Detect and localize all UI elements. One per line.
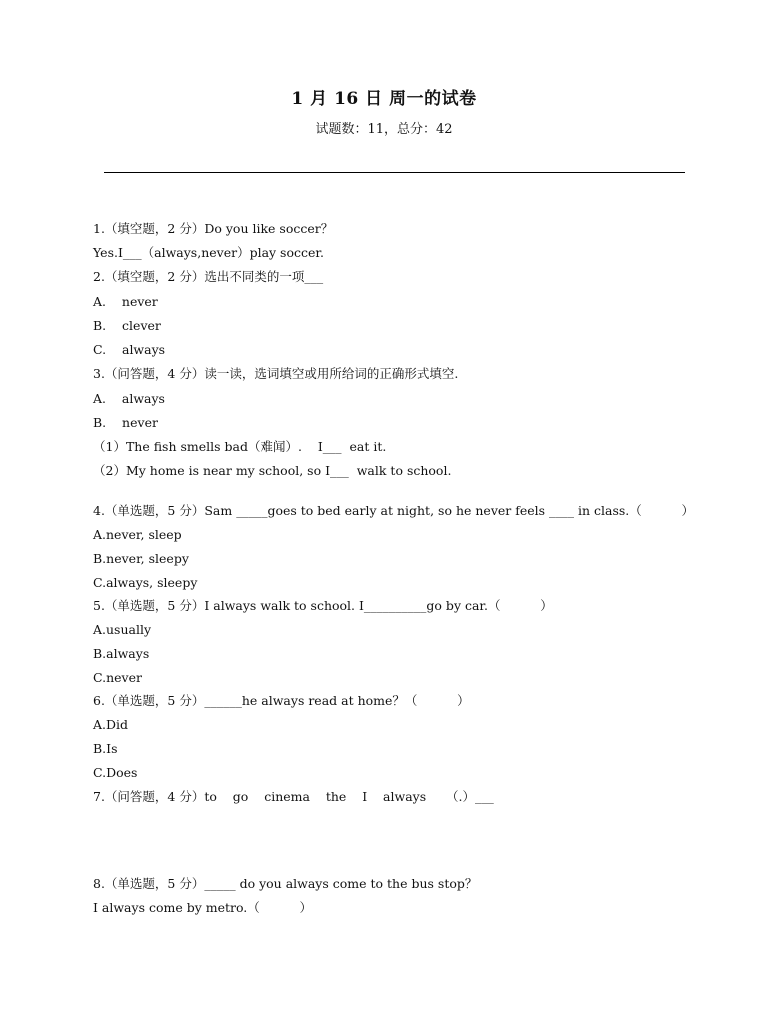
question-6-option-b: B.Is (93, 741, 118, 756)
question-1-answer-line: Yes.I___（always,never）play soccer. (93, 245, 324, 260)
question-4-stem: 4.（单选题，5 分）Sam _____goes to bed early at night, so he never feels ____ in class.（ ） (93, 503, 695, 518)
question-8-stem: 8.（单选题，5 分）_____ do you always come to the bus stop？ (93, 876, 478, 891)
question-2-stem: 2.（填空题，2 分）选出不同类的一项___ (93, 269, 324, 284)
question-4-option-b: B.never, sleepy (93, 551, 189, 566)
question-6-option-c: C.Does (93, 765, 138, 780)
page-subtitle: 试题数：11，总分：42 (315, 122, 453, 137)
question-4-option-c: C.always, sleepy (93, 575, 198, 590)
question-8-answer-line: I always come by metro.（ ） (93, 900, 313, 915)
question-3-sub-2: （2）My home is near my school, so I___ walk to school. (93, 463, 452, 478)
question-6-stem: 6.（单选题，5 分）______he always read at home？（ ） (93, 693, 470, 708)
header-divider (104, 172, 685, 173)
question-3-stem: 3.（问答题，4 分）读一读，选词填空或用所给词的正确形式填空. (93, 366, 459, 381)
question-4-option-a: A.never, sleep (93, 527, 182, 542)
question-3-option-a: A. always (93, 391, 165, 406)
page-title: 1 月 16 日 周一的试卷 (291, 89, 477, 109)
question-5-option-c: C.never (93, 670, 142, 685)
question-7-stem: 7.（问答题，4 分）to go cinema the I always （.）___ (93, 789, 494, 804)
question-2-option-a: A. never (93, 294, 158, 309)
question-3-sub-1: （1）The fish smells bad（难闻）. I___ eat it. (93, 439, 387, 454)
question-5-option-b: B.always (93, 646, 150, 661)
question-1-stem: 1.（填空题，2 分）Do you like soccer？ (93, 221, 334, 236)
question-3-option-b: B. never (93, 415, 158, 430)
question-2-option-b: B. clever (93, 318, 161, 333)
question-6-option-a: A.Did (93, 717, 129, 732)
question-2-option-c: C. always (93, 342, 166, 357)
question-5-stem: 5.（单选题，5 分）I always walk to school. I__________go by car.（ ） (93, 598, 553, 613)
question-5-option-a: A.usually (93, 622, 152, 637)
